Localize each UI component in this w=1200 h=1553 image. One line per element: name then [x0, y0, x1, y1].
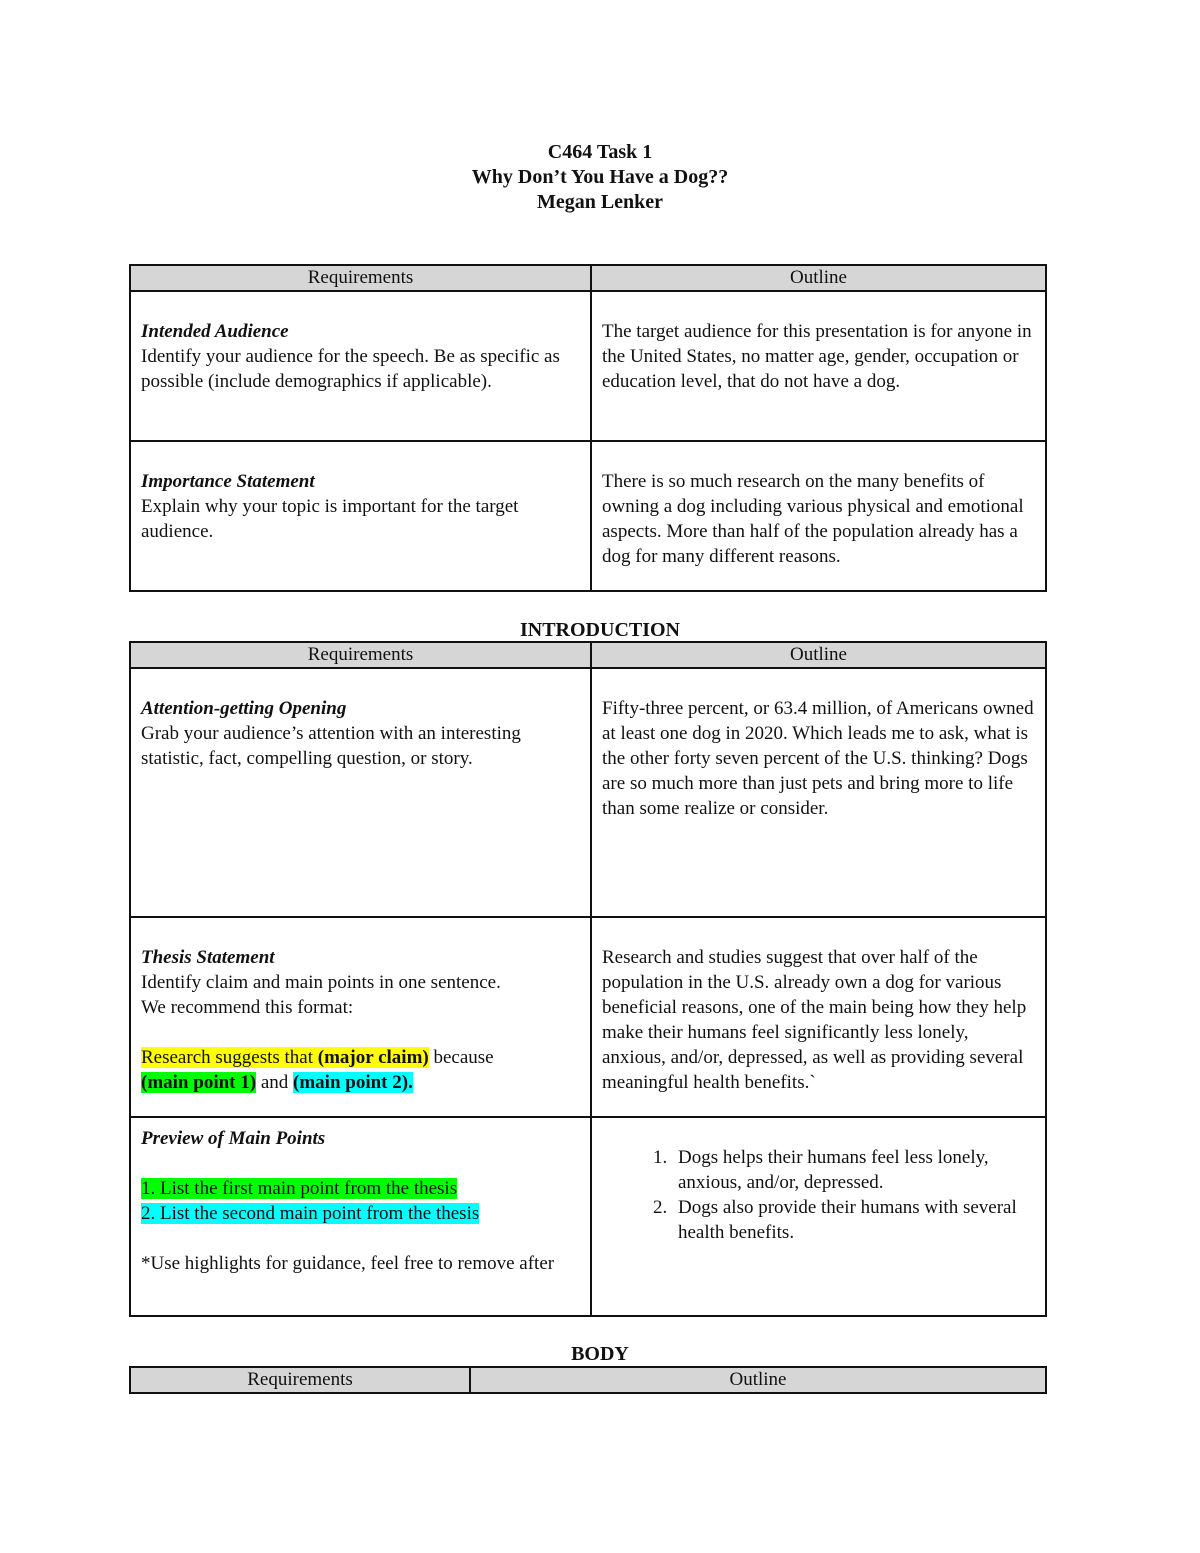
preview-guide-1: 1. List the first main point from the thesis: [141, 1178, 458, 1199]
table-row: [130, 1117, 1046, 1316]
importance-statement-answer: There is so much research on the many benefits of owning a dog including various physical and emotional aspects. More than half of the population already has a dog for many different reasons.: [602, 471, 1024, 567]
importance-statement-label: Importance Statement: [141, 471, 315, 492]
body-heading: BODY: [571, 1343, 629, 1365]
requirement-cell: [130, 917, 591, 1117]
requirement-cell: [130, 668, 591, 917]
speech-title: Why Don’t You Have a Dog??: [471, 166, 729, 188]
importance-statement-prompt: Explain why your topic is important for the target audience.: [141, 496, 519, 542]
thesis-format-example: [141, 1047, 494, 1093]
list-item: 1. Dogs helps their humans feel less lonely, anxious, and/or, depressed.: [672, 1145, 1035, 1195]
requirements-header: Requirements: [130, 1367, 470, 1393]
format-research-suggests: Research suggests that: [141, 1047, 318, 1068]
table-row: [130, 668, 1046, 917]
preview-guide-2: 2. List the second main point from the thesis: [141, 1203, 480, 1224]
format-main-point-2: (main point 2).: [293, 1072, 413, 1093]
course-code: C464 Task 1: [547, 141, 653, 163]
attention-opening-answer: Fifty-three percent, or 63.4 million, of Americans owned at least one dog in 2020. Which leads me to ask, what is the other forty seven percent of the U.S. thinking? Dogs are so much more than just pets and bring more to life than some realize or consider.: [602, 698, 1034, 819]
outline-cell[interactable]: [591, 441, 1046, 591]
document-title-block: [0, 140, 1200, 215]
requirement-cell: [130, 291, 591, 441]
outline-cell[interactable]: [591, 291, 1046, 441]
outline-cell[interactable]: [591, 917, 1046, 1117]
body-table: [129, 1366, 1047, 1394]
thesis-statement-label: Thesis Statement: [141, 947, 275, 968]
requirement-cell: [130, 441, 591, 591]
outline-cell[interactable]: [591, 1117, 1046, 1316]
intended-audience-prompt: Identify your audience for the speech. Be as specific as possible (include demographics if applicable).: [141, 346, 560, 392]
highlight-note: *Use highlights for guidance, feel free to remove after: [141, 1253, 555, 1274]
intended-audience-answer: The target audience for this presentation is for anyone in the United States, no matter age, gender, occupation or education level, that do not have a dog.: [602, 321, 1032, 392]
thesis-prompt-line1: Identify claim and main points in one sentence.: [141, 972, 501, 993]
attention-opening-prompt: Grab your audience’s attention with an interesting statistic, fact, compelling question, or story.: [141, 723, 521, 769]
attention-opening-label: Attention-getting Opening: [141, 698, 347, 719]
introduction-table: [129, 641, 1047, 1317]
requirement-cell: [130, 1117, 591, 1316]
requirements-header: Requirements: [130, 642, 591, 668]
requirements-header: Requirements: [130, 265, 591, 291]
format-because: because: [428, 1047, 494, 1068]
table-row: [130, 441, 1046, 591]
format-main-point-1: (main point 1): [141, 1072, 257, 1093]
preview-points-label: Preview of Main Points: [141, 1128, 326, 1149]
outline-header: Outline: [470, 1367, 1046, 1393]
overview-table: [129, 264, 1047, 592]
author-name: Megan Lenker: [536, 191, 664, 213]
main-points-list: [602, 1145, 1035, 1245]
table-row: [130, 291, 1046, 441]
introduction-heading: INTRODUCTION: [519, 619, 681, 641]
format-and: and: [256, 1072, 294, 1093]
outline-header: Outline: [591, 265, 1046, 291]
intended-audience-label: Intended Audience: [141, 321, 289, 342]
outline-cell[interactable]: [591, 668, 1046, 917]
thesis-prompt-line2: We recommend this format:: [141, 997, 354, 1018]
thesis-answer: Research and studies suggest that over half of the population in the U.S. already own a dog for various beneficial reasons, one of the main being how they help make their humans feel significantly less lonely, anxious, and/or, depressed, as well as providing several meaningful health benefits.`: [602, 947, 1027, 1093]
format-major-claim: (major claim): [317, 1047, 429, 1068]
outline-header: Outline: [591, 642, 1046, 668]
table-row: [130, 917, 1046, 1117]
list-item: 2. Dogs also provide their humans with several health benefits.: [672, 1195, 1035, 1245]
